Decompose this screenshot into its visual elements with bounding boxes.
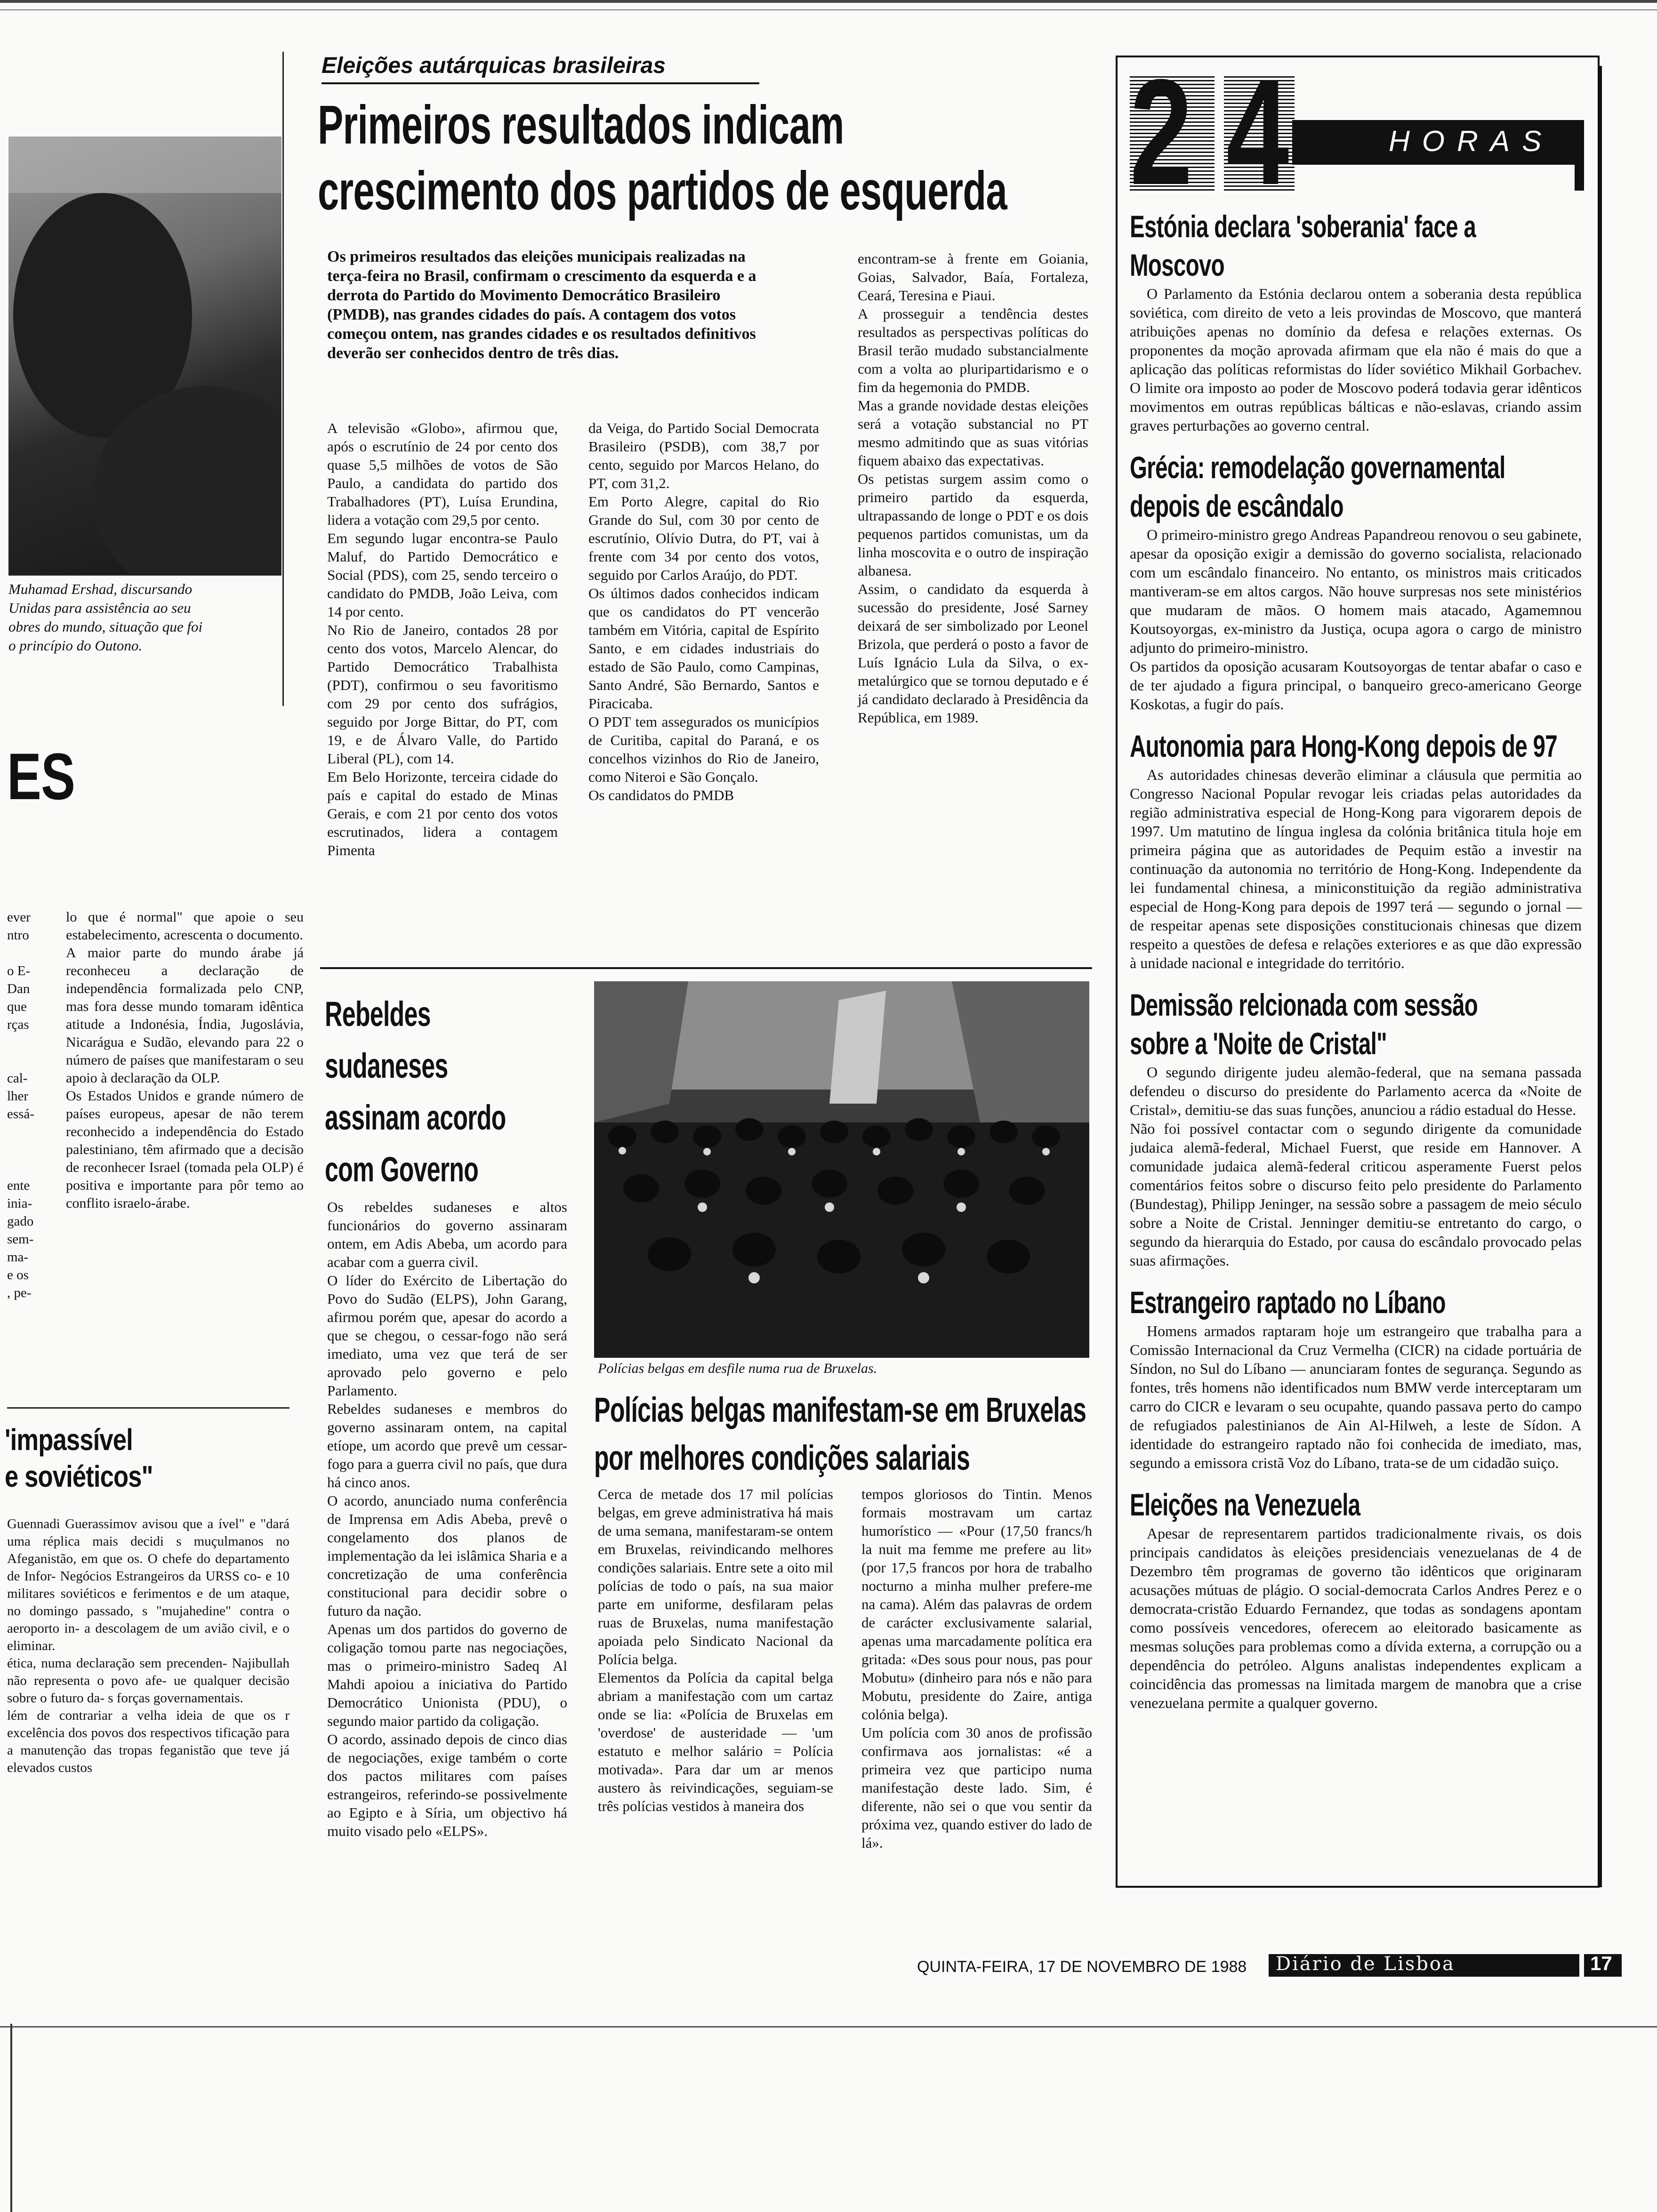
news-item xyxy=(1130,1485,1582,1712)
item-text: Apesar de representarem partidos tradicionalmente rivais, os dois principais candidatos às eleições presidenciais venezuelanas de 4 de Dezembro têm programas de governo tão idênticos que originaram acusações mútuas de plágio. O social-democrata Carlos Andres Perez e o democrata-cristão Eduardo Fernandez, que todas as sondagens apontam como possíveis vencedores, oferecem ao eleitorado basicamente as mesmas soluções para problemas como a dívida externa, a corrupção ou a dependência do petróleo. Alguns analistas independentes explicam a coincidência das promessas na limitada margem de manobra que a crise venezuelana permite a qualquer governo. xyxy=(1130,1525,1582,1711)
ershad-photo xyxy=(8,136,282,574)
top-border-thin xyxy=(0,9,1657,10)
sudan-headline xyxy=(325,988,506,1195)
brazil-kicker: Eleições autárquicas brasileiras xyxy=(322,53,666,78)
top-border xyxy=(0,0,1657,3)
brazil-col1: A televisão «Globo», afirmou que, após o escrutínio de 24 por cento dos quase 5,5 milhões de votos de São Paulo, a candidata do partido dos Trabalhadores (PT), Luísa Erundina, lidera a votação com 29,5 por cento. Em segundo lugar encontra-se Paulo Maluf, do Partido Democrático e Social (PDS), com 25, sendo terceiro o candidato do PMDB, João Leiva, com 14 por cento. No Rio de Janeiro, contados 28 por cento dos votos, Marcelo Alencar, do Partido Democrático Trabalhista (PDT), confirmou o seu favoritismo com 29 por cento dos sufrágios, seguido por Jorge Bittar, do PT, com 19, e de Álvaro Valle, do Partido Liberal (PL), com 14. Em Belo Horizonte, terceira cidade do país e capital do estado de Minas Gerais, e com 21 por cento dos votos escrutinados, lidera a contagem Pimenta xyxy=(327,420,558,858)
item-headline: Grécia: remodelação governamental xyxy=(1130,450,1505,485)
fragment: e os xyxy=(7,1267,29,1282)
belgium-headline xyxy=(594,1386,1088,1482)
brazil-lead: Os primeiros resultados das eleições municipais realizadas na terça-feira no Brasil, confirmam o crescimento da esquerda e a derrota do Partido do Movimento Democrático Brasileiro (PMDB), nas grandes cidades do país. A contagem dos votos começou ontem, nas grandes cidades e os resultados definitivos deverão ser conhecidos dentro de três dias. xyxy=(327,248,756,362)
left-strip xyxy=(0,52,304,1972)
fragment: cal- xyxy=(7,1071,28,1086)
item-headline: Autonomia para Hong-Kong depois de 97 xyxy=(1130,729,1557,763)
item-text: Homens armados raptaram hoje um estrangeiro que trabalha para a Comissão Internacional da Cruz Vermelha (CICR) na cidade portuária de Síndon, no Sul do Líbano — anunciaram fontes de segurança. Segundo as fontes, três homens não identificados num BMW verde interceptaram um carro do CICR e levaram o seu ocupahte, quando passava perto do campo de refugiados palestinianos de Ain Al-Hilweh, a leste de Sídon. A identidade do estrangeiro raptado não foi conhecida de imediato, mas, segundo a emissora cristã Voz do Líbano, trata-se de um cidadão suiço. xyxy=(1130,1322,1582,1471)
brazil-headline xyxy=(318,92,1010,224)
item-headline: depois de escândalo xyxy=(1130,489,1343,523)
headline-line: Rebeldes xyxy=(325,994,431,1034)
news-item xyxy=(1130,986,1582,1270)
news-item xyxy=(1130,1283,1582,1472)
ershad-caption xyxy=(8,580,282,655)
fragment: Dan xyxy=(7,981,30,996)
afghan-headline xyxy=(5,1421,153,1495)
left-bottom-rule xyxy=(7,1407,290,1409)
headline-line: 'impassível xyxy=(5,1423,133,1457)
headline-line: sudaneses xyxy=(325,1046,448,1085)
brazil-col2: da Veiga, do Partido Social Democrata Brasileiro (PSDB), com 38,7 por cento, seguido por Marcos Helano, do PT, com 31,2. Em Porto Alegre, capital do Rio Grande do Sul, com 30 por cento de escrutínio, Olívio Dutra, do PT, vai à frente com 34 por cento dos votos, seguido por Carlos Araújo, do PDT. Os últimos dados conhecidos indicam que os candidatos do PT vencerão também em Vitória, capital de Espírito Santo, e em cidades industriais do estado de São Paulo, como Campinas, Santo André, São Bernardo, Santos e Piracicaba. O PDT tem assegurados os municípios de Curitiba, capital do Paraná, e os concelhos vizinhos do Rio de Janeiro, como Niteroi e São Gonçalo. Os candidatos do PMDB xyxy=(588,420,819,803)
section-rule xyxy=(320,967,1092,969)
logo-digit: 4 xyxy=(1226,48,1289,216)
logo-word: HORAS xyxy=(1389,125,1554,158)
item-headline: Estónia declara 'soberania' face a Moscovo xyxy=(1130,209,1476,282)
footer-date: QUINTA-FEIRA, 17 DE NOVEMBRO DE 1988 xyxy=(917,1958,1247,1976)
news-item xyxy=(1130,448,1582,713)
belgium-col2: tempos gloriosos do Tintin. Menos formais mostravam um cartaz humorístico — «Pour (17,50 francs/h la nuit ma femme me prefere au lit» (por 17,5 francos por hora de trabalho nocturno a minha mulher prefere-me na cama). Além das palavras de ordem de carácter exclusivamente salarial, apenas uma marcadamente política era gritada: «Des sous pour nous, pas pour Mobutu» (dinheiro para nós e não para Mobutu, presidente do Zaire, antiga colónia belga). Um polícia com 30 anos de profissão confirmava aos jornalistas: «é a primeira vez que participo numa manifestação deste lado. Sim, é diferente, não sei o que vou sentir da próxima vez, quando estiver do lado de lá». xyxy=(861,1486,1092,1851)
olp-text: lo que é normal" que apoie o seu estabelecimento, acrescenta o documento. A maior parte do mundo árabe já reconheceu a declaração de independência formalizada pelo CNP, mas fora desse mundo tomaram idêntica atitude a Indonésia, Índia, Jugoslávia, Nicarágua e Sudão, elevando para 22 o número de países que manifestaram o seu apoio à declaração da OLP. Os Estados Unidos e grande número de países europeus, apesar de não terem reconhecido a independência do Estado palestiniano, têm afirmado que a decisão de reconhecer Israel (tomada pela OLP) é positiva e importante para pôr temo ao conflito israelo-árabe. xyxy=(66,909,304,1211)
fragment: essá- xyxy=(7,1106,34,1122)
page-number: 17 xyxy=(1590,1952,1612,1974)
fragment: inia- xyxy=(7,1196,32,1211)
fragment: lher xyxy=(7,1089,29,1104)
sudan-text: Os rebeldes sudaneses e altos funcionários do governo assinaram ontem, em Adis Abeba, um acordo para acabar com a guerra civil. O líder do Exército de Libertação do Povo do Sudão (ELPS), John Garang, afirmou porém que, apesar do acordo a que se chegou, o cessar-fogo não será imediato, uma vez que terá de ser aprovado pelo governo e pelo Parlamento. Rebeldes sudaneses e membros do governo assinaram ontem, na capital etíope, um acordo que prevê um cessar-fogo para a guerra civil no país, que dura há cinco anos. O acordo, anunciado numa conferência de Imprensa em Adis Abeba, prevê o congelamento dos planos de implementação da lei islâmica Sharia e a concretização de uma conferência constitucional para decidir sobre o futuro da nação. Apenas um dos partidos do governo de coligação tomou parte nas negociações, mas o primeiro-ministro Sadeq Al Mahdi apoiou a iniciativa do Partido Democrático Unionista (PDU), o segundo maior partido da coligação. O acordo, assinado depois de cinco dias de negociações, exige também o corte dos pactos militares com países estrangeiros, referindo-se possivelmente ao Egipto e à Síria, um objectivo há muito visado pelo «ELPS». xyxy=(327,1199,567,1839)
caption-line: Muhamad Ershad, discursando xyxy=(8,581,193,597)
item-headline: sobre a 'Noite de Cristal" xyxy=(1130,1026,1387,1061)
photo-caption: Polícias belgas em desfile numa rua de Bruxelas. xyxy=(598,1361,877,1376)
headline-line: Primeiros resultados indicam xyxy=(318,94,844,155)
left-scan-edge xyxy=(10,2024,12,2212)
headline-line: com Governo xyxy=(325,1150,479,1189)
narrow-column xyxy=(7,908,49,1302)
brazil-col3: encontram-se à frente em Goiania, Goias, Salvador, Baía, Fortaleza, Ceará, Teresina e Piaui. A prosseguir a tendência destes resultados as perspectivas políticas do Brasil terão mudado substancialmente com a volta ao pluripartidarismo e o fim da hegemonia do PMDB. Mas a grande novidade destas eleições será a votação substancial no PT mesmo admitindo que as suas vitórias fiquem abaixo das expectativas. Os petistas surgem assim como o primeiro partido da esquerda, ultrapassando de longe o PDT e os dois pequenos partidos comunistas, um da linha moscovita e o outro de inspiração albanesa. Assim, o candidato da esquerda à sucessão do presidente, José Sarney deixará de ser simbolizado por Leonel Brizola, que perderá o posto a favor de Luís Ignácio Lula da Silva, o ex-metalúrgico que se tornou deputado e é já candidato declarado à Presidência da República, em 1989. xyxy=(858,250,1088,726)
fragment: sem- xyxy=(7,1232,34,1247)
item-headline: Estrangeiro raptado no Líbano xyxy=(1130,1285,1446,1320)
left-strip-rule xyxy=(282,52,284,706)
horas24-shadow xyxy=(1598,66,1602,1887)
item-headline: Eleições na Venezuela xyxy=(1130,1487,1360,1522)
caption-line: obres do mundo, situação que foi xyxy=(8,618,203,635)
headline-line: e soviéticos" xyxy=(5,1459,153,1493)
left-photo-rule xyxy=(8,574,282,576)
item-text: O primeiro-ministro grego Andreas Papandreou renovou o seu gabinete, apesar da oposição exigir a demissão do governo socialista, relacionado com um escândalo financeiro. No entanto, os ministros mais criticados mantiveram-se em altos cargos. Não houve surpresas nos sete ministérios que mudaram de mãos. O homem mais atacado, Agamemnou Koutsoyorgas, ex-ministro da Justiça, ocupa agora o cargo de ministro adjunto do primeiro-ministro. Os partidos da oposição acusaram Koutsoyorgas de tentar abafar o caso e de ter ajudado a figura principal, o banqueiro greco-americano George Koskotas, a fugir do país. xyxy=(1130,526,1582,713)
belgium-col1: Cerca de metade dos 17 mil polícias belgas, em greve administrativa há mais de uma semana, manifestaram-se ontem em Bruxelas, reivindicando melhores condições salariais. Entre sete a oito mil polícias de todo o país, na sua maior parte em uniforme, desfilaram pelas ruas de Bruxelas, numa manifestação apoiada pelo Sindicato Nacional da Polícia belga. Elementos da Polícia da capital belga abriam a manifestação com um cartaz onde se lia: «Polícia de Bruxelas em 'overdose' de austeridade — 'um estatuto e melhor salário = Polícia motivada». Para dar um ar menos austero às reivindicações, seguiam-se três polícias vestidos à maneira dos xyxy=(598,1486,833,1814)
fragment: gado xyxy=(7,1214,34,1229)
fragment: ma- xyxy=(7,1250,29,1265)
item-text: O segundo dirigente judeu alemão-federal, que na semana passada defendeu o discurso do presidente do Parlamento acerca da «Noite de Cristal», demitiu-se das suas funções, anunciou a rádio estadual do Hesse. Não foi possível contactar com o segundo dirigente da comunidade judaica alemã-federal, Michael Fuerst, que reside em Hannover. A comunidade judaica alemã-federal criticou asperamente Fuerst pelos comentários feitos sobre o discurso feito pelo presidente do Parlamento (Bundestag), Philipp Jeninger, na sessão sobre a passagem de meio século sobre a Noite de Cristal. Jenninger demitiu-se entretanto do cargo, o segundo da hierarquia do Estado, por causa do escândalo provocado pelas suas afirmações. xyxy=(1130,1064,1582,1269)
police-parade-photo xyxy=(594,981,1089,1358)
news-item xyxy=(1130,727,1582,972)
fragment: rças xyxy=(7,1017,29,1032)
item-headline: Demissão relcionada com sessão xyxy=(1130,987,1478,1022)
headline-line: Polícias belgas manifestam-se em Bruxelas xyxy=(594,1390,1086,1429)
headline-line: por melhores condições salariais xyxy=(594,1438,970,1477)
caption-line: Unidas para assistência ao seu xyxy=(8,600,191,616)
fragment: que xyxy=(7,999,27,1014)
item-text: O Parlamento da Estónia declarou ontem a soberania desta república soviética, com direito de veto a leis provindas de Moscovo, que manterá atribuições apenas no domínio da defesa e relações externas. Os proponentes da moção aprovada afirmam que ela não é mais do que a aplicação das políticas reformistas do líder soviético Mikhail Gorbachev. O limite ora imposto ao poder de Moscovo poderá todavia gerar idênticos movimentos em outras repúblicas bálticas e não-eslavas, criando assim graves perturbações ao governo central. xyxy=(1130,285,1582,434)
fragment: ever xyxy=(7,910,31,925)
news-item xyxy=(1130,207,1582,435)
afghan-text: Guennadi Guerassimov avisou que a ível" e "dará uma réplica mais decidi s muçulmanos no Afeganistão, em que os. O chefe do departamento de Infor- Negócios Estrangeiros da URSS co- e 10 militares soviéticos e ferimentos e de um ataque, no domingo passado, s "mujahedine" contra o aeroporto in- a descolagem de um avião civil, e o eliminar. ética, numa declaração sem precenden- Najibullah não representa o povo afe- ue qualquer decisão sobre o futuro da- s forças governamentais. lém de contrariar a velha ideia de que os r excelência dos povos dos respectivos tificação para a manutenção das tropas feganistão que teve já elevados custos xyxy=(7,1516,290,1775)
partial-headline: ES xyxy=(7,739,75,813)
footer-paper-name: Diário de Lisboa xyxy=(1276,1953,1455,1975)
bottom-scan-line xyxy=(0,2026,1657,2028)
horas24-items xyxy=(1130,207,1582,1712)
caption-line: o princípio do Outono. xyxy=(8,637,143,654)
fragment: ntro xyxy=(7,928,29,943)
fragment: ente xyxy=(7,1178,30,1193)
fragment: o E- xyxy=(7,963,31,978)
logo-digit: 2 xyxy=(1130,48,1193,216)
headline-line: assinam acordo xyxy=(325,1098,506,1137)
brazil-kicker-rule xyxy=(322,82,759,84)
headline-line: crescimento dos partidos de esquerda xyxy=(318,160,1007,221)
item-text: As autoridades chinesas deverão eliminar a cláusula que permitia ao Congresso Nacional Popular revogar leis criadas pelas autoridades da região administrativa especial de Hong-Kong para vigorarem depois de 1997. Um matutino de língua inglesa da colónia britânica titula hoje em primeira página que as autoridades de Pequim estão a investir na continuação da autonomia no território de Hong-Kong. Independente da lei fundamental chinesa, a miniconstituição da região administrativa especial de Hong-Kong para depois de 1997 terá — segundo o jornal — de respeitar apenas sete disposições constitucionais chinesas que dizem respeito a questões de defesa e relações exteriores e as que dão expressão à unidade nacional e integridade do território. xyxy=(1130,766,1582,971)
fragment: , pe- xyxy=(7,1285,32,1300)
